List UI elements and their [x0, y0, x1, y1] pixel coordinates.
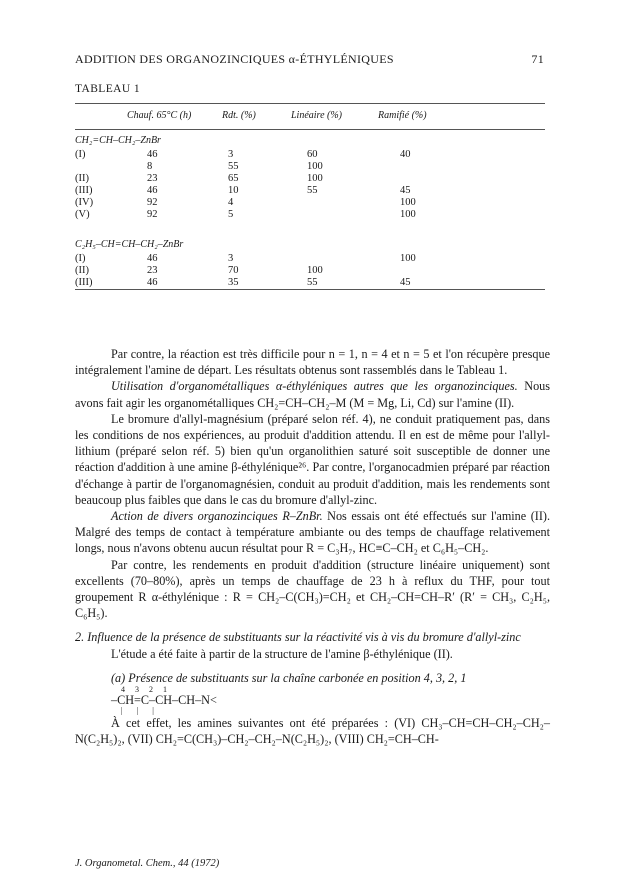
- journal-citation: J. Organometal. Chem., 44 (1972): [75, 858, 220, 869]
- table-label: TABLEAU 1: [75, 83, 140, 95]
- table-cell-linear: 55: [307, 185, 318, 196]
- paragraph-lead: Utilisation d'organométalliques α-éthyléniques autres que les organozinciques.: [111, 379, 518, 394]
- paragraph: [75, 378, 550, 410]
- article-body: [75, 346, 550, 747]
- table-cell-heat: 92: [147, 197, 158, 208]
- col-header-branched: Ramifié (%): [378, 110, 427, 121]
- table-cell-branched: 45: [400, 277, 411, 288]
- table-cell-linear: 100: [307, 161, 323, 172]
- table-top-rule: [75, 103, 545, 104]
- table-cell-yield: 10: [228, 185, 239, 196]
- table-cell-branched: 100: [400, 209, 416, 220]
- table-cell-branched: 45: [400, 185, 411, 196]
- table-cell-linear: 55: [307, 277, 318, 288]
- paragraph: À cet effet, les amines suivantes ont été préparées : (VI) CH₃–CH=CH–CH₂–CH₂–N(C₂H₅)₂, (VII) CH₂=C(CH₃)–CH₂–CH₂–N(C₂H₅)₂, (VIII) CH₂=CH–CH-: [75, 716, 550, 747]
- col-header-heating: Chauf. 65°C (h): [127, 110, 192, 121]
- table-cell-heat: 46: [147, 277, 158, 288]
- table-cell-linear: 100: [307, 173, 323, 184]
- table-cell-amine: (II): [75, 265, 89, 276]
- table-cell-yield: 4: [228, 197, 234, 208]
- table-cell-heat: 46: [147, 185, 158, 196]
- table-cell-yield: 3: [228, 253, 234, 264]
- table-cell-heat: 46: [147, 253, 158, 264]
- formula-bonds: | | |: [121, 706, 154, 716]
- page-number: 71: [531, 52, 544, 66]
- table-cell-heat: 92: [147, 209, 158, 220]
- compound-label-pentenylzinc: C₂H₅–CH=CH–CH₂–ZnBr: [75, 239, 184, 250]
- paragraph: [75, 508, 550, 557]
- col-header-yield: Rdt. (%): [222, 110, 256, 121]
- table-cell-amine: (I): [75, 253, 86, 264]
- table-cell-amine: (I): [75, 149, 86, 160]
- table-cell-branched: 40: [400, 149, 411, 160]
- table-cell-amine: (III): [75, 277, 93, 288]
- paragraph-lead: Action de divers organozinciques R–ZnBr.: [111, 509, 323, 524]
- paragraph: L'étude a été faite à partir de la structure de l'amine β-éthylénique (II).: [111, 646, 453, 661]
- table-cell-yield: 3: [228, 149, 234, 160]
- table-cell-yield: 55: [228, 161, 239, 172]
- paragraph: Par contre, les rendements en produit d'addition (structure linéaire uniquement) sont excellents (70–80%), après un temps de chauffage de 23 h à reflux du THF, pour tout groupement R α-éthylénique : R = CH₂–C(CH₃)=CH₂ et CH₂–CH=CH–R′ (R′ = CH₃, C₂H₅, C₆H₅).: [75, 557, 550, 621]
- table-cell-amine: (III): [75, 185, 93, 196]
- table-cell-heat: 23: [147, 265, 158, 276]
- table-cell-heat: 8: [147, 161, 153, 172]
- table-cell-yield: 65: [228, 173, 239, 184]
- table-cell-branched: 100: [400, 197, 416, 208]
- running-title: ADDITION DES ORGANOZINCIQUES α-ÉTHYLÉNIQUES: [75, 52, 394, 66]
- col-header-linear: Linéaire (%): [291, 110, 343, 121]
- table-cell-amine: (V): [75, 209, 90, 220]
- table-cell-amine: (II): [75, 173, 89, 184]
- table-cell-branched: 100: [400, 253, 416, 264]
- table-cell-yield: 35: [228, 277, 239, 288]
- structural-formula: [75, 686, 550, 715]
- compound-label-allylzinc: CH₂=CH–CH₂–ZnBr: [75, 135, 161, 146]
- paragraph-body: Nous avons fait agir les organométalliques CH₂=CH–CH₂–M (M = Mg, Li, Cd) sur l'amine (II).: [75, 379, 550, 410]
- table-cell-heat: 23: [147, 173, 158, 184]
- table-cell-amine: (IV): [75, 197, 94, 208]
- paragraph: Le bromure d'allyl-magnésium (préparé selon réf. 4), ne conduit pratiquement pas, dans les conditions de nos expériences, au produit d'addition attendu. Il en est de même pour l'allyl-lithium (préparé selon réf. 5) bien qu'un organolithien saturé soit susceptible de donner une réaction d'addition à une amine β-éthylénique²⁶. Par contre, l'organocadmien préparé par réaction d'échange à partir de l'organomagnésien, conduit au produit d'addition, mais les rendements sont beaucoup plus faibles que dans le cas du bromure d'allyl-zinc.: [75, 411, 550, 507]
- table-cell-yield: 70: [228, 265, 239, 276]
- subsection-heading: (a) Présence de substituants sur la chaîne carbonée en position 4, 3, 2, 1: [111, 670, 467, 685]
- paragraph-body: Nos essais ont été effectués sur l'amine (II). Malgré des temps de contact à température ambiante ou des temps de chauffage relativement longs, nous n'avons obtenu aucun résultat pour R = C₃H₇, HC≡C–CH₂ et C₆H₅–CH₂.: [75, 509, 550, 556]
- table-bottom-rule: [75, 289, 545, 290]
- table-cell-linear: 60: [307, 149, 318, 160]
- table-cell-heat: 46: [147, 149, 158, 160]
- table-header-rule: [75, 129, 545, 130]
- paragraph: Par contre, la réaction est très difficile pour n = 1, n = 4 et n = 5 et l'on récupère presque intégralement l'amine de départ. Les résultats obtenus sont rassemblés dans le Tableau 1.: [75, 347, 550, 378]
- table-cell-linear: 100: [307, 265, 323, 276]
- formula-chain: –CH=C–CH–CH–N<: [111, 693, 217, 708]
- section-heading: 2. Influence de la présence de substituants sur la réactivité vis à vis du bromure d'allyl-zinc: [75, 630, 521, 645]
- formula-position-numbers: 4 3 2 1: [121, 685, 167, 695]
- table-cell-yield: 5: [228, 209, 234, 220]
